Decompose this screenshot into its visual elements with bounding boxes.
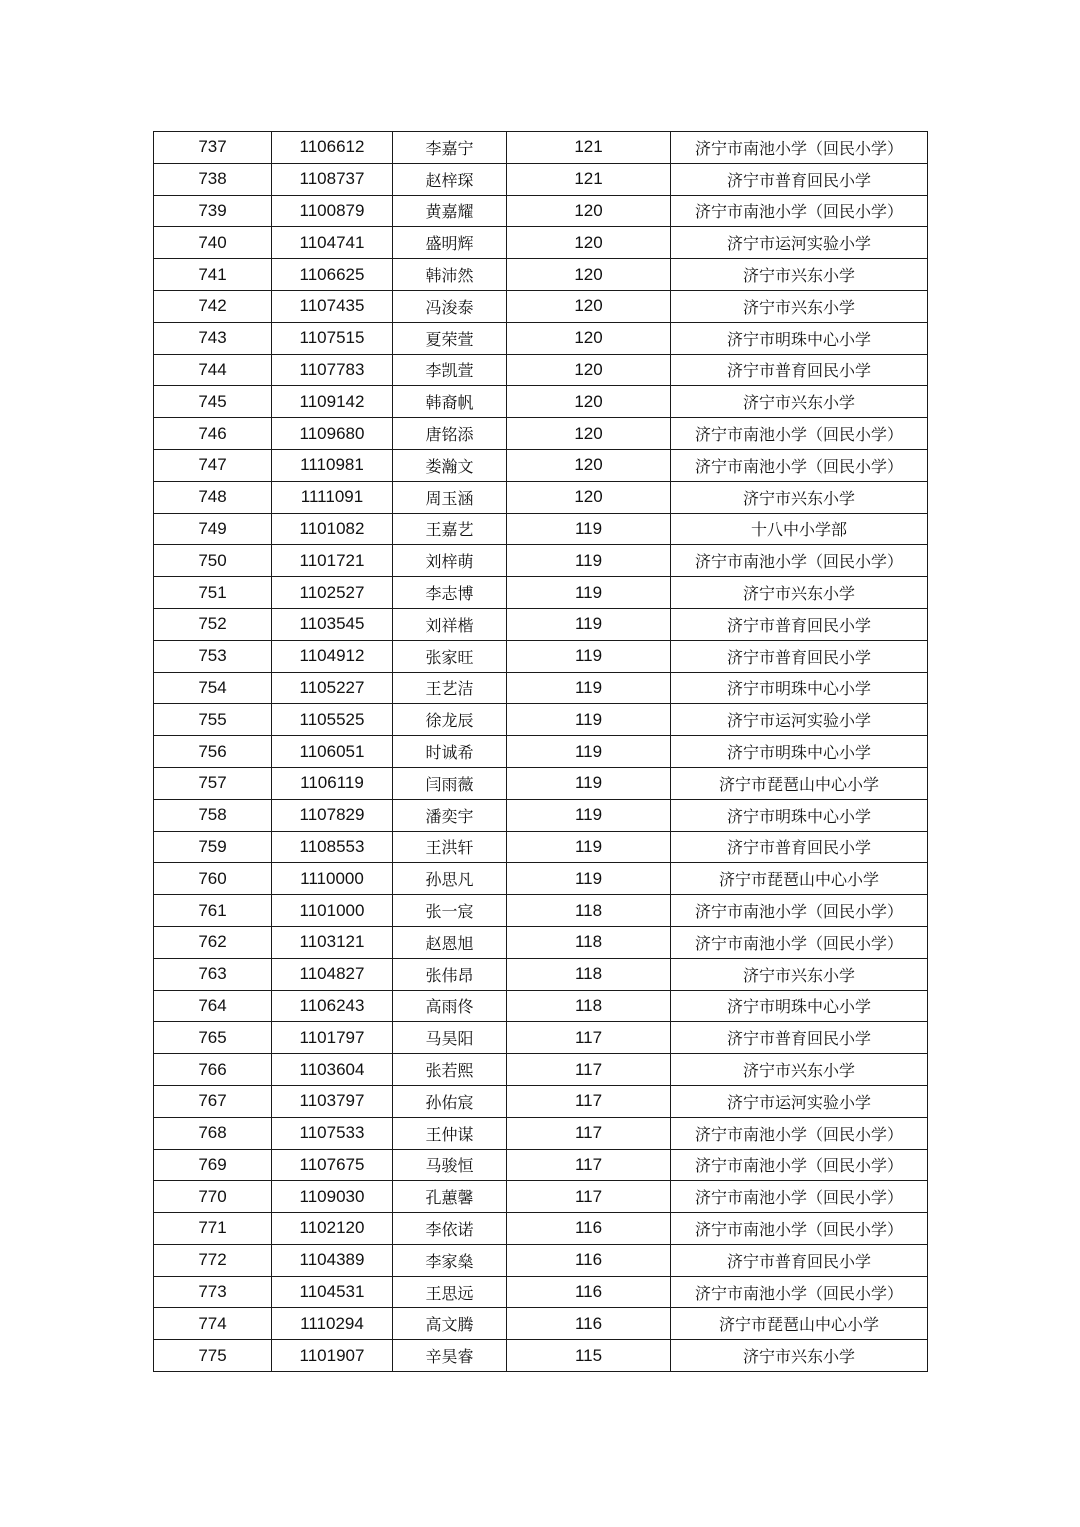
student-name-cell: 赵恩旭 [393, 926, 507, 958]
school-cell: 济宁市兴东小学 [671, 958, 928, 990]
score-cell: 118 [507, 895, 671, 927]
table-row [154, 195, 928, 227]
student-id-cell: 1101721 [272, 545, 393, 577]
score-cell: 120 [507, 481, 671, 513]
school-cell: 济宁市南池小学（回民小学） [671, 1117, 928, 1149]
table-row [154, 926, 928, 958]
student-name-cell: 李凯萱 [393, 354, 507, 386]
school-cell: 济宁市南池小学（回民小学） [671, 132, 928, 164]
school-cell: 济宁市普育回民小学 [671, 640, 928, 672]
table-row [154, 545, 928, 577]
score-cell: 116 [507, 1308, 671, 1340]
student-id-cell: 1103797 [272, 1085, 393, 1117]
school-cell: 济宁市南池小学（回民小学） [671, 1213, 928, 1245]
score-cell: 115 [507, 1340, 671, 1372]
student-name-cell: 周玉涵 [393, 481, 507, 513]
rank-cell: 752 [154, 608, 272, 640]
student-id-cell: 1103121 [272, 926, 393, 958]
rank-cell: 742 [154, 290, 272, 322]
rank-cell: 754 [154, 672, 272, 704]
score-cell: 120 [507, 259, 671, 291]
score-cell: 120 [507, 386, 671, 418]
school-cell: 济宁市普育回民小学 [671, 354, 928, 386]
rank-cell: 762 [154, 926, 272, 958]
score-cell: 120 [507, 322, 671, 354]
rank-cell: 765 [154, 1022, 272, 1054]
score-cell: 117 [507, 1022, 671, 1054]
student-id-cell: 1107515 [272, 322, 393, 354]
table-row [154, 736, 928, 768]
score-cell: 117 [507, 1085, 671, 1117]
student-name-cell: 韩沛然 [393, 259, 507, 291]
student-name-cell: 盛明辉 [393, 227, 507, 259]
student-name-cell: 张一宸 [393, 895, 507, 927]
school-cell: 济宁市琵琶山中心小学 [671, 1308, 928, 1340]
rank-cell: 768 [154, 1117, 272, 1149]
table-row [154, 449, 928, 481]
school-cell: 济宁市兴东小学 [671, 481, 928, 513]
school-cell: 济宁市兴东小学 [671, 1340, 928, 1372]
school-cell: 济宁市运河实验小学 [671, 227, 928, 259]
student-name-cell: 孙思凡 [393, 863, 507, 895]
student-name-cell: 唐铭添 [393, 418, 507, 450]
rank-cell: 738 [154, 163, 272, 195]
student-id-cell: 1109142 [272, 386, 393, 418]
table-row [154, 1117, 928, 1149]
student-name-cell: 张若熙 [393, 1054, 507, 1086]
student-name-cell: 李家燊 [393, 1244, 507, 1276]
table-row [154, 132, 928, 164]
rank-cell: 758 [154, 799, 272, 831]
score-cell: 119 [507, 767, 671, 799]
table-row [154, 1213, 928, 1245]
ranking-table [153, 131, 928, 1372]
student-id-cell: 1110000 [272, 863, 393, 895]
score-cell: 119 [507, 704, 671, 736]
table-row [154, 799, 928, 831]
student-name-cell: 时诚希 [393, 736, 507, 768]
student-name-cell: 潘奕宇 [393, 799, 507, 831]
score-cell: 116 [507, 1213, 671, 1245]
table-row [154, 418, 928, 450]
table-row [154, 481, 928, 513]
student-name-cell: 李依诺 [393, 1213, 507, 1245]
rank-cell: 761 [154, 895, 272, 927]
score-cell: 116 [507, 1244, 671, 1276]
student-name-cell: 李志博 [393, 577, 507, 609]
table-row [154, 1085, 928, 1117]
school-cell: 济宁市琵琶山中心小学 [671, 863, 928, 895]
student-id-cell: 1100879 [272, 195, 393, 227]
table-row [154, 322, 928, 354]
student-name-cell: 高文腾 [393, 1308, 507, 1340]
student-id-cell: 1106612 [272, 132, 393, 164]
student-name-cell: 李嘉宁 [393, 132, 507, 164]
school-cell: 济宁市普育回民小学 [671, 163, 928, 195]
rank-cell: 767 [154, 1085, 272, 1117]
school-cell: 济宁市南池小学（回民小学） [671, 1276, 928, 1308]
table-row [154, 1340, 928, 1372]
table-row [154, 895, 928, 927]
score-cell: 120 [507, 290, 671, 322]
school-cell: 济宁市南池小学（回民小学） [671, 545, 928, 577]
school-cell: 济宁市琵琶山中心小学 [671, 767, 928, 799]
table-row [154, 1181, 928, 1213]
student-name-cell: 马骏恒 [393, 1149, 507, 1181]
student-id-cell: 1107829 [272, 799, 393, 831]
student-id-cell: 1104827 [272, 958, 393, 990]
school-cell: 济宁市兴东小学 [671, 1054, 928, 1086]
rank-cell: 739 [154, 195, 272, 227]
school-cell: 济宁市南池小学（回民小学） [671, 418, 928, 450]
score-cell: 120 [507, 354, 671, 386]
school-cell: 济宁市兴东小学 [671, 577, 928, 609]
score-cell: 119 [507, 577, 671, 609]
table-row [154, 640, 928, 672]
student-name-cell: 孙佑宸 [393, 1085, 507, 1117]
rank-cell: 740 [154, 227, 272, 259]
school-cell: 济宁市明珠中心小学 [671, 322, 928, 354]
table-row [154, 767, 928, 799]
school-cell: 济宁市南池小学（回民小学） [671, 926, 928, 958]
student-id-cell: 1110294 [272, 1308, 393, 1340]
student-id-cell: 1103545 [272, 608, 393, 640]
table-row [154, 163, 928, 195]
score-cell: 119 [507, 672, 671, 704]
rank-cell: 771 [154, 1213, 272, 1245]
student-name-cell: 张家旺 [393, 640, 507, 672]
score-cell: 119 [507, 799, 671, 831]
table-row [154, 672, 928, 704]
rank-cell: 764 [154, 990, 272, 1022]
score-cell: 117 [507, 1054, 671, 1086]
school-cell: 济宁市南池小学（回民小学） [671, 1181, 928, 1213]
student-id-cell: 1110981 [272, 449, 393, 481]
score-cell: 116 [507, 1276, 671, 1308]
rank-cell: 748 [154, 481, 272, 513]
rank-cell: 774 [154, 1308, 272, 1340]
score-cell: 119 [507, 831, 671, 863]
table-row [154, 1149, 928, 1181]
student-id-cell: 1104531 [272, 1276, 393, 1308]
student-name-cell: 夏荣萱 [393, 322, 507, 354]
school-cell: 济宁市运河实验小学 [671, 1085, 928, 1117]
rank-cell: 760 [154, 863, 272, 895]
school-cell: 济宁市兴东小学 [671, 290, 928, 322]
student-id-cell: 1107783 [272, 354, 393, 386]
score-cell: 120 [507, 195, 671, 227]
score-cell: 119 [507, 513, 671, 545]
table-row [154, 958, 928, 990]
student-id-cell: 1106051 [272, 736, 393, 768]
rank-cell: 772 [154, 1244, 272, 1276]
student-id-cell: 1109030 [272, 1181, 393, 1213]
student-name-cell: 徐龙辰 [393, 704, 507, 736]
score-cell: 117 [507, 1181, 671, 1213]
school-cell: 济宁市南池小学（回民小学） [671, 449, 928, 481]
student-id-cell: 1107675 [272, 1149, 393, 1181]
table-row [154, 863, 928, 895]
school-cell: 济宁市南池小学（回民小学） [671, 1149, 928, 1181]
student-id-cell: 1107533 [272, 1117, 393, 1149]
ranking-table-body [154, 132, 928, 1372]
school-cell: 济宁市明珠中心小学 [671, 736, 928, 768]
student-name-cell: 娄瀚文 [393, 449, 507, 481]
school-cell: 十八中小学部 [671, 513, 928, 545]
student-id-cell: 1108553 [272, 831, 393, 863]
student-id-cell: 1102120 [272, 1213, 393, 1245]
student-id-cell: 1111091 [272, 481, 393, 513]
rank-cell: 747 [154, 449, 272, 481]
table-row [154, 608, 928, 640]
student-id-cell: 1105227 [272, 672, 393, 704]
table-row [154, 577, 928, 609]
student-id-cell: 1106243 [272, 990, 393, 1022]
score-cell: 117 [507, 1149, 671, 1181]
school-cell: 济宁市普育回民小学 [671, 608, 928, 640]
rank-cell: 766 [154, 1054, 272, 1086]
rank-cell: 743 [154, 322, 272, 354]
score-cell: 121 [507, 132, 671, 164]
score-cell: 117 [507, 1117, 671, 1149]
rank-cell: 741 [154, 259, 272, 291]
rank-cell: 757 [154, 767, 272, 799]
score-cell: 119 [507, 640, 671, 672]
table-row [154, 990, 928, 1022]
school-cell: 济宁市兴东小学 [671, 259, 928, 291]
score-cell: 118 [507, 990, 671, 1022]
table-row [154, 227, 928, 259]
student-name-cell: 张伟昂 [393, 958, 507, 990]
rank-cell: 744 [154, 354, 272, 386]
student-id-cell: 1108737 [272, 163, 393, 195]
score-cell: 120 [507, 227, 671, 259]
table-row [154, 259, 928, 291]
table-row [154, 704, 928, 736]
table-row [154, 1308, 928, 1340]
score-cell: 119 [507, 608, 671, 640]
student-name-cell: 韩裔帆 [393, 386, 507, 418]
student-id-cell: 1102527 [272, 577, 393, 609]
score-cell: 120 [507, 418, 671, 450]
school-cell: 济宁市普育回民小学 [671, 1022, 928, 1054]
table-row [154, 831, 928, 863]
score-cell: 118 [507, 926, 671, 958]
rank-cell: 769 [154, 1149, 272, 1181]
student-name-cell: 辛昊睿 [393, 1340, 507, 1372]
student-id-cell: 1101082 [272, 513, 393, 545]
rank-cell: 775 [154, 1340, 272, 1372]
table-row [154, 1244, 928, 1276]
table-row [154, 513, 928, 545]
student-name-cell: 冯浚泰 [393, 290, 507, 322]
rank-cell: 749 [154, 513, 272, 545]
table-row [154, 386, 928, 418]
rank-cell: 763 [154, 958, 272, 990]
score-cell: 119 [507, 863, 671, 895]
table-row [154, 1276, 928, 1308]
student-id-cell: 1107435 [272, 290, 393, 322]
student-id-cell: 1101907 [272, 1340, 393, 1372]
student-name-cell: 闫雨薇 [393, 767, 507, 799]
student-id-cell: 1103604 [272, 1054, 393, 1086]
rank-cell: 773 [154, 1276, 272, 1308]
score-cell: 119 [507, 545, 671, 577]
student-name-cell: 王洪轩 [393, 831, 507, 863]
school-cell: 济宁市普育回民小学 [671, 831, 928, 863]
student-name-cell: 刘祥楷 [393, 608, 507, 640]
student-name-cell: 刘梓萌 [393, 545, 507, 577]
school-cell: 济宁市运河实验小学 [671, 704, 928, 736]
score-cell: 118 [507, 958, 671, 990]
student-id-cell: 1104741 [272, 227, 393, 259]
student-name-cell: 黄嘉耀 [393, 195, 507, 227]
school-cell: 济宁市明珠中心小学 [671, 672, 928, 704]
table-row [154, 1022, 928, 1054]
student-id-cell: 1101000 [272, 895, 393, 927]
rank-cell: 759 [154, 831, 272, 863]
student-name-cell: 马昊阳 [393, 1022, 507, 1054]
student-id-cell: 1104389 [272, 1244, 393, 1276]
rank-cell: 746 [154, 418, 272, 450]
table-row [154, 354, 928, 386]
score-cell: 121 [507, 163, 671, 195]
table-row [154, 1054, 928, 1086]
school-cell: 济宁市明珠中心小学 [671, 799, 928, 831]
rank-cell: 750 [154, 545, 272, 577]
rank-cell: 745 [154, 386, 272, 418]
rank-cell: 751 [154, 577, 272, 609]
student-id-cell: 1105525 [272, 704, 393, 736]
student-name-cell: 王嘉艺 [393, 513, 507, 545]
student-name-cell: 王仲谋 [393, 1117, 507, 1149]
score-cell: 120 [507, 449, 671, 481]
rank-cell: 755 [154, 704, 272, 736]
school-cell: 济宁市南池小学（回民小学） [671, 195, 928, 227]
student-name-cell: 王思远 [393, 1276, 507, 1308]
student-id-cell: 1109680 [272, 418, 393, 450]
student-name-cell: 孔蕙馨 [393, 1181, 507, 1213]
rank-cell: 770 [154, 1181, 272, 1213]
score-cell: 119 [507, 736, 671, 768]
table-row [154, 290, 928, 322]
school-cell: 济宁市明珠中心小学 [671, 990, 928, 1022]
rank-cell: 753 [154, 640, 272, 672]
student-id-cell: 1106625 [272, 259, 393, 291]
student-id-cell: 1101797 [272, 1022, 393, 1054]
student-id-cell: 1104912 [272, 640, 393, 672]
school-cell: 济宁市兴东小学 [671, 386, 928, 418]
student-name-cell: 赵梓琛 [393, 163, 507, 195]
student-name-cell: 高雨佟 [393, 990, 507, 1022]
school-cell: 济宁市南池小学（回民小学） [671, 895, 928, 927]
student-name-cell: 王艺洁 [393, 672, 507, 704]
school-cell: 济宁市普育回民小学 [671, 1244, 928, 1276]
rank-cell: 737 [154, 132, 272, 164]
student-id-cell: 1106119 [272, 767, 393, 799]
rank-cell: 756 [154, 736, 272, 768]
